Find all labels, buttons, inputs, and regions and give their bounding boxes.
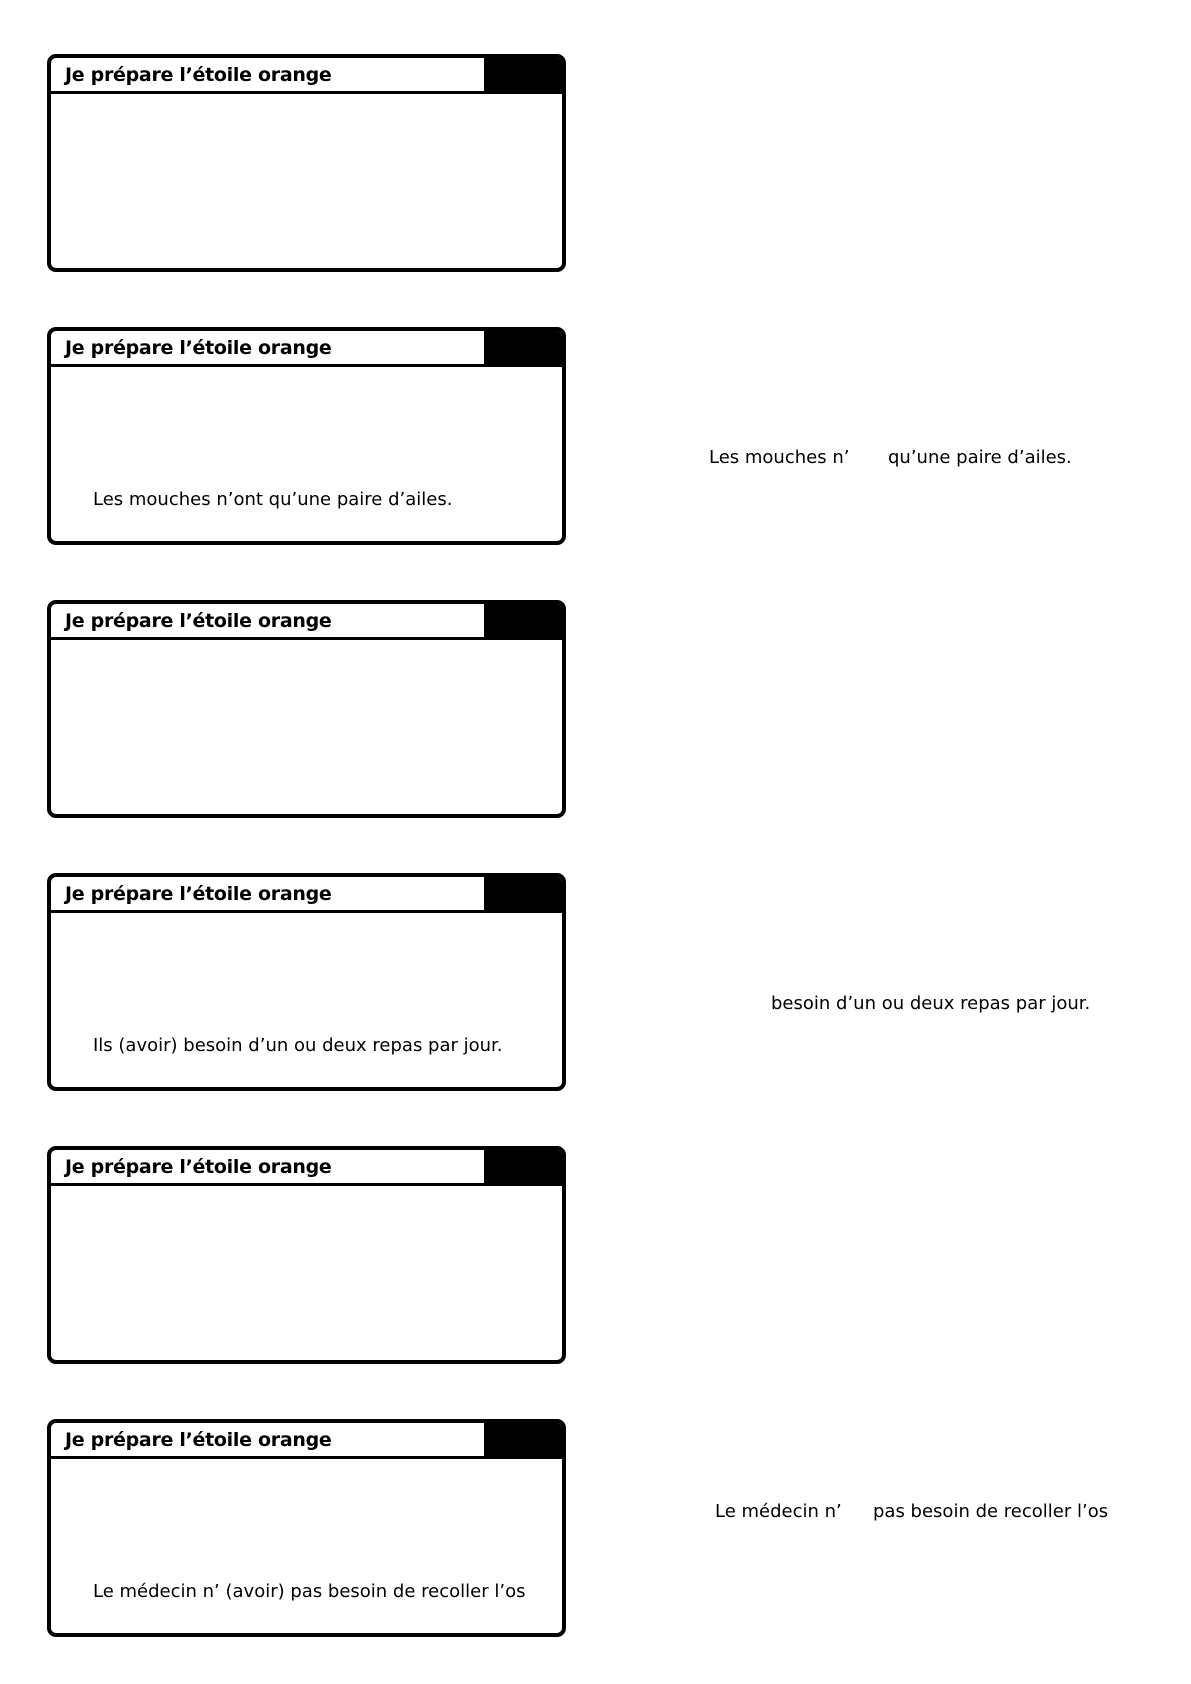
header-black-block: [484, 58, 562, 91]
side-sentence-3-part1: Le médecin n’: [715, 1501, 842, 1522]
card-header: [51, 331, 562, 367]
card-sentence: Les mouches n’ont qu’une paire d’ailes.: [93, 489, 453, 510]
exercise-card-5: [47, 1146, 566, 1364]
header-black-block: [484, 1150, 562, 1183]
header-black-block: [484, 877, 562, 910]
side-sentence-2-part2: besoin d’un ou deux repas par jour.: [771, 993, 1091, 1014]
exercise-card-4: [47, 873, 566, 1091]
card-title: Je prépare l’étoile orange: [65, 337, 332, 359]
card-header: [51, 58, 562, 94]
card-header: [51, 877, 562, 913]
card-title: Je prépare l’étoile orange: [65, 883, 332, 905]
header-black-block: [484, 331, 562, 364]
card-sentence: Ils (avoir) besoin d’un ou deux repas par jour.: [93, 1035, 503, 1056]
card-header: [51, 604, 562, 640]
side-sentence-1-part2: qu’une paire d’ailes.: [888, 447, 1072, 468]
side-sentence-1-part1: Les mouches n’: [709, 447, 850, 468]
card-header: [51, 1423, 562, 1459]
card-header: [51, 1150, 562, 1186]
card-title: Je prépare l’étoile orange: [65, 1156, 332, 1178]
header-black-block: [484, 1423, 562, 1456]
header-black-block: [484, 604, 562, 637]
card-title: Je prépare l’étoile orange: [65, 1429, 332, 1451]
exercise-card-2: [47, 327, 566, 545]
card-title: Je prépare l’étoile orange: [65, 610, 332, 632]
card-title: Je prépare l’étoile orange: [65, 64, 332, 86]
exercise-card-6: [47, 1419, 566, 1637]
card-sentence: Le médecin n’ (avoir) pas besoin de recoller l’os: [93, 1581, 526, 1602]
side-sentence-3-part2: pas besoin de recoller l’os: [873, 1501, 1109, 1522]
exercise-card-1: [47, 54, 566, 272]
exercise-card-3: [47, 600, 566, 818]
